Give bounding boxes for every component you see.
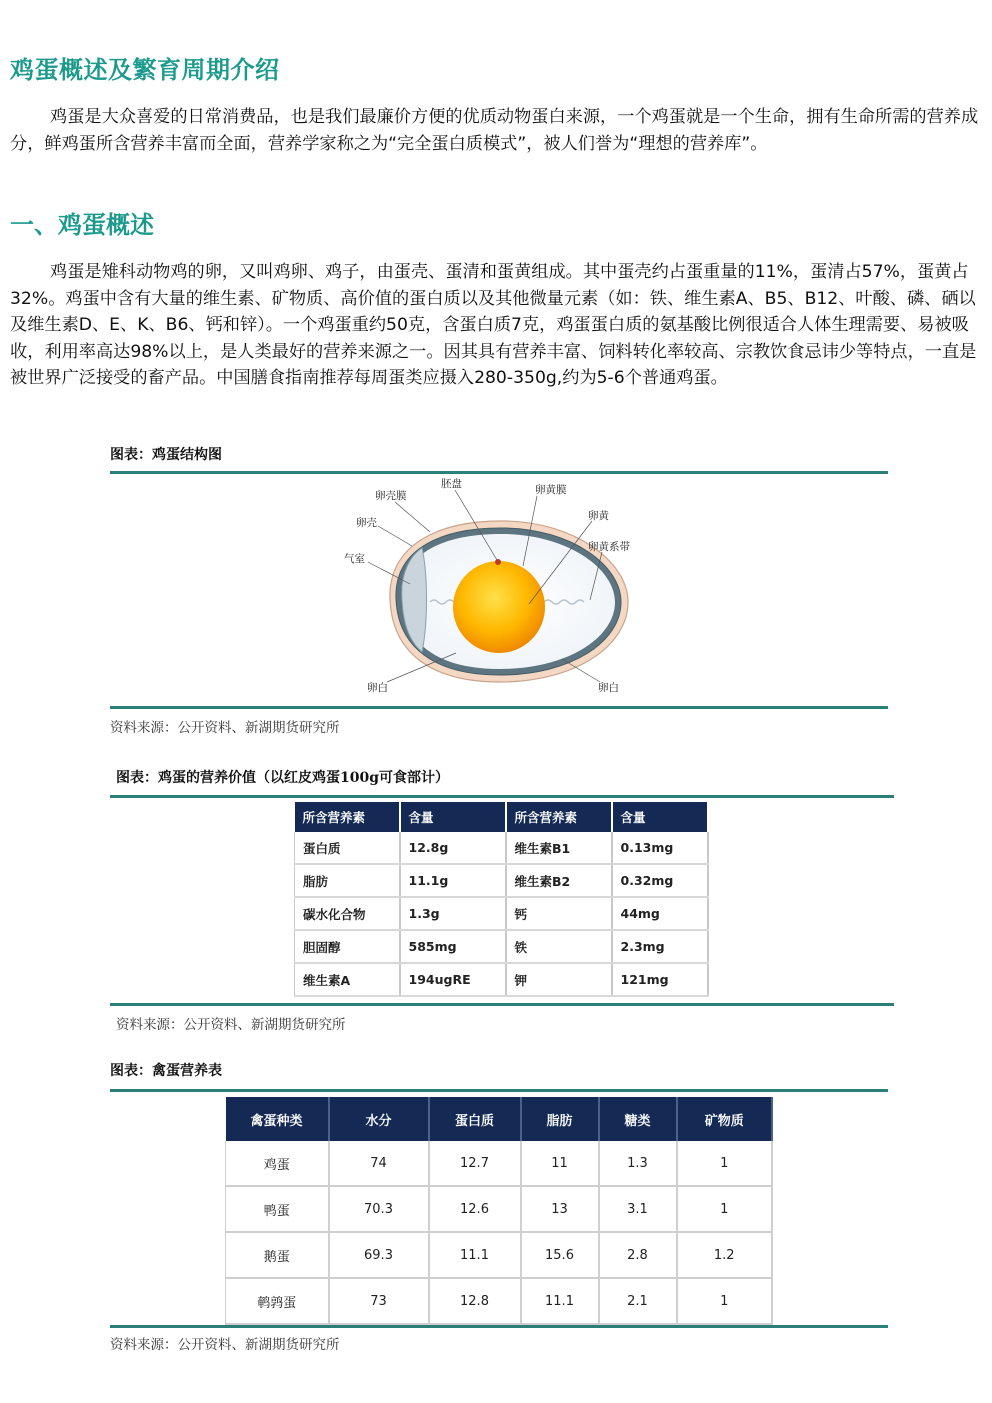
table-cell: 1 [677,1278,773,1324]
figure3-source: 资料来源：公开资料、新湖期货研究所 [110,1337,340,1353]
figure3-bottom-rule [110,1325,888,1328]
egg-structure-diagram [330,474,650,702]
table-cell: 2.8 [599,1232,677,1278]
table-cell: 维生素A [295,963,400,996]
table-cell: 铁 [506,930,612,963]
figure1-bottom-rule [110,706,888,709]
section-heading: 一、鸡蛋概述 [10,211,154,239]
label-yolk-membrane: 卵黄膜 [535,484,567,496]
header-cell: 蛋白质 [429,1097,521,1141]
table-cell: 1 [677,1141,773,1186]
table-row [295,864,709,897]
table-cell: 维生素B1 [506,832,612,864]
header-cell: 所含营养素 [295,802,400,832]
table-cell: 15.6 [521,1232,599,1278]
table-cell: 585mg [400,930,506,963]
table-cell: 2.1 [599,1278,677,1324]
poultry-egg-table [225,1097,773,1325]
figure2-source: 资料来源：公开资料、新湖期货研究所 [116,1017,346,1033]
table-row [226,1141,773,1186]
table-cell: 194ugRE [400,963,506,996]
table-row [226,1232,773,1278]
table-cell: 12.6 [429,1186,521,1232]
table-cell: 1.3g [400,897,506,930]
table-cell: 11 [521,1141,599,1186]
table-cell: 2.3mg [612,930,709,963]
table-cell: 11.1 [521,1278,599,1324]
table-cell: 胆固醇 [295,930,400,963]
table-cell: 69.3 [329,1232,429,1278]
label-air-cell: 气室 [344,553,365,565]
table-cell: 3.1 [599,1186,677,1232]
table-row [226,1186,773,1232]
header-cell: 脂肪 [521,1097,599,1141]
table-row [295,963,709,996]
header-cell: 糖类 [599,1097,677,1141]
header-cell: 含量 [612,802,709,832]
header-cell: 水分 [329,1097,429,1141]
table-cell: 鹅蛋 [226,1232,329,1278]
table-header-row [226,1097,773,1141]
table-cell: 121mg [612,963,709,996]
figure2-bottom-rule [110,1003,894,1006]
figure1-source: 资料来源：公开资料、新湖期货研究所 [110,720,340,736]
table-cell: 13 [521,1186,599,1232]
table-cell: 44mg [612,897,709,930]
table-header-row [295,802,709,832]
label-membrane: 卵壳膜 [375,490,407,502]
table-cell: 1.3 [599,1141,677,1186]
label-yolk: 卵黄 [588,510,609,522]
table-cell: 12.8g [400,832,506,864]
label-white-right: 卵白 [598,682,619,694]
table-cell: 0.32mg [612,864,709,897]
germ-disc [495,559,501,565]
figure2-caption: 图表：鸡蛋的营养价值（以红皮鸡蛋100g可食部计） [116,770,450,786]
table-cell: 73 [329,1278,429,1324]
table-cell: 1.2 [677,1232,773,1278]
egg-yolk [453,561,545,653]
table-row [295,897,709,930]
table-cell: 1 [677,1186,773,1232]
table-cell: 11.1 [429,1232,521,1278]
table-row [226,1278,773,1324]
table-cell: 0.13mg [612,832,709,864]
table-cell: 11.1g [400,864,506,897]
label-chalaza: 卵黄系带 [588,541,630,553]
table-cell: 钾 [506,963,612,996]
label-shell: 卵壳 [356,517,377,529]
nutrition-table [294,802,709,997]
header-cell: 矿物质 [677,1097,773,1141]
intro-paragraph: 鸡蛋是大众喜爱的日常消费品，也是我们最廉价方便的优质动物蛋白来源，一个鸡蛋就是一个生命，拥有生命所需的营养成分，鲜鸡蛋所含营养丰富而全面，营养学家称之为“完全蛋白质模式”，被人们誉为“理想的营养库”。 [10,107,979,154]
table-cell: 维生素B2 [506,864,612,897]
table-cell: 鸡蛋 [226,1141,329,1186]
table-cell: 蛋白质 [295,832,400,864]
section-paragraph: 鸡蛋是雉科动物鸡的卵，又叫鸡卵、鸡子，由蛋壳、蛋清和蛋黄组成。其中蛋壳约占蛋重量的11%，蛋清占57%，蛋黄占32%。鸡蛋中含有大量的维生素、矿物质、高价值的蛋白质以及其他微量元素（如：铁、维生素A、B5、B12、叶酸、磷、硒以及维生素D、E、K、B6、钙和锌）。一个鸡蛋重约50克，含蛋白质7克，鸡蛋蛋白质的氨基酸比例很适合人体生理需要、易被吸收，利用率高达98%以上，是人类最好的营养来源之一。因其具有营养丰富、饲料转化率较高、宗教饮食忌讳少等特点，一直是被世界广泛接受的畜产品。中国膳食指南推荐每周蛋类应摄入280-350g,约为5-6个普通鸡蛋。 [10,262,977,388]
figure1-caption: 图表：鸡蛋结构图 [110,447,222,463]
figure3-top-rule [110,1089,888,1092]
table-cell: 74 [329,1141,429,1186]
table-cell: 12.8 [429,1278,521,1324]
figure3-caption: 图表：禽蛋营养表 [110,1063,222,1079]
header-cell: 含量 [400,802,506,832]
table-cell: 脂肪 [295,864,400,897]
table-cell: 70.3 [329,1186,429,1232]
table-cell: 12.7 [429,1141,521,1186]
table-row [295,832,709,864]
table-cell: 鸭蛋 [226,1186,329,1232]
figure2-top-rule [110,795,894,798]
page-title: 鸡蛋概述及繁育周期介绍 [10,56,280,84]
label-germ-disc: 胚盘 [441,478,462,490]
table-cell: 碳水化合物 [295,897,400,930]
header-cell: 禽蛋种类 [226,1097,329,1141]
table-cell: 鹌鹑蛋 [226,1278,329,1324]
label-white-left: 卵白 [367,682,388,694]
table-cell: 钙 [506,897,612,930]
header-cell: 所含营养素 [506,802,612,832]
table-row [295,930,709,963]
